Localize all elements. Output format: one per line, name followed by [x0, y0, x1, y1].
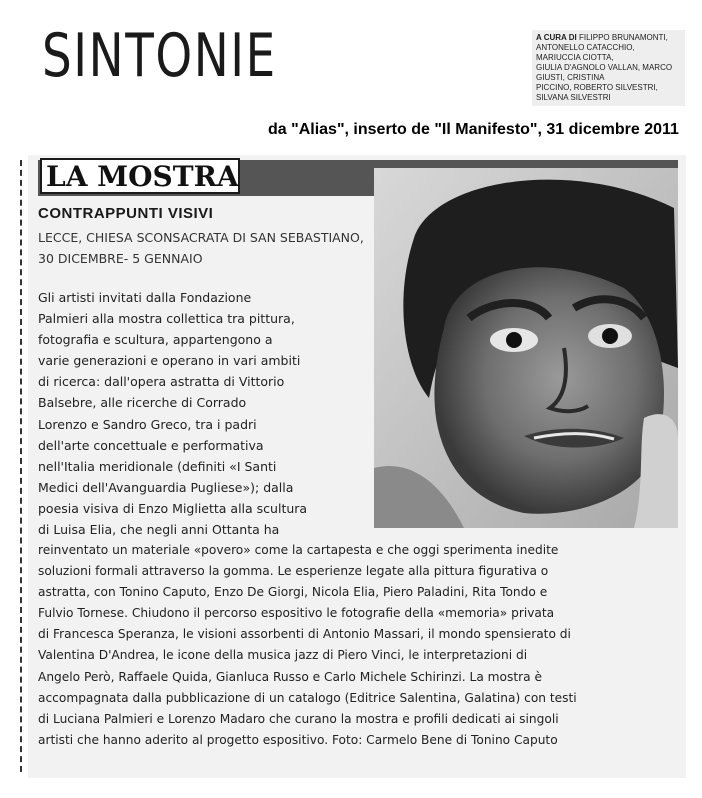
body-line: Valentina D'Andrea, le icone della musica jazz di Piero Vinci, le interpretazioni di — [38, 648, 528, 663]
credits-line: SILVANA SILVESTRI — [536, 93, 611, 102]
credits-line: FILIPPO BRUNAMONTI, — [576, 33, 668, 42]
credits-line: ANTONELLO CATACCHIO, — [536, 43, 635, 52]
source-caption: da "Alias", inserto de "Il Manifesto", 31 dicembre 2011 — [268, 121, 679, 138]
credits-prefix: A CURA DI — [536, 33, 577, 42]
body-line: Medici dell'Avanguardia Pugliese»); dalla — [38, 479, 294, 495]
venue-line: LECCE, CHIESA SCONSACRATA DI SAN SEBASTIANO, — [38, 230, 364, 245]
body-line: artisti che hanno aderito al progetto espositivo. Foto: Carmelo Bene di Tonino Caputo — [38, 732, 558, 747]
credits-line: MARIUCCIA CIOTTA, — [536, 53, 614, 62]
body-line: dell'arte concettuale e performativa — [38, 437, 264, 453]
article-body-column — [38, 287, 368, 540]
article-body-full — [38, 540, 680, 751]
body-line: Palmieri alla mostra collettica tra pittura, — [38, 311, 295, 327]
body-line: Gli artisti invitati dalla Fondazione — [38, 290, 252, 305]
credits-line: GIUSTI, CRISTINA — [536, 73, 605, 82]
portrait-photo — [374, 168, 678, 528]
body-line: fotografia e scultura, appartengono a — [38, 332, 273, 348]
body-line: di Luisa Elia, che negli anni Ottanta ha — [38, 522, 280, 538]
body-line: poesia visiva di Enzo Miglietta alla scultura — [38, 500, 308, 516]
masthead-title: SINTONIE — [42, 21, 277, 91]
body-line: di Francesca Speranza, le visioni assorbenti di Antonio Massari, il mondo spensierato di — [38, 627, 571, 642]
body-line: soluzioni formali attraverso la gomma. Le esperienze legate alla pittura figurativa o — [38, 564, 549, 579]
body-line: nell'Italia meridionale (definiti «I Santi — [38, 458, 277, 474]
body-line: di ricerca: dall'opera astratta di Vittorio — [38, 374, 285, 390]
body-line: Balsebre, alle ricerche di Corrado — [38, 395, 247, 411]
credits-box — [532, 30, 685, 106]
section-title: LA MOSTRA — [46, 160, 239, 193]
dashed-cut-line — [20, 160, 22, 772]
body-line: reinventato un materiale «povero» come la cartapesta e che oggi sperimenta inedite — [38, 543, 559, 557]
credits-line: GIULIA D'AGNOLO VALLAN, MARCO — [536, 63, 673, 72]
article-venue — [38, 227, 368, 269]
body-line: Lorenzo e Sandro Greco, tra i padri — [38, 416, 257, 432]
body-line: Angelo Però, Raffaele Quida, Gianluca Russo e Carlo Michele Schirinzi. La mostra è — [38, 669, 542, 684]
portrait-illustration — [374, 168, 678, 528]
body-line: accompagnata dalla pubblicazione di un catalogo (Editrice Salentina, Galatina) con testi — [38, 690, 577, 705]
article-kicker: CONTRAPPUNTI VISIVI — [38, 205, 214, 222]
body-line: Fulvio Tornese. Chiudono il percorso espositivo le fotografie della «memoria» privata — [38, 606, 555, 621]
venue-line: 30 DICEMBRE- 5 GENNAIO — [38, 251, 203, 266]
body-line: di Luciana Palmieri e Lorenzo Madaro che curano la mostra e profili dedicati ai singoli — [38, 711, 559, 726]
body-line: varie generazioni e operano in vari ambiti — [38, 353, 301, 369]
body-line: astratta, con Tonino Caputo, Enzo De Giorgi, Nicola Elia, Piero Paladini, Rita Tondo e — [38, 585, 548, 600]
credits-line: PICCINO, ROBERTO SILVESTRI, — [536, 83, 658, 92]
